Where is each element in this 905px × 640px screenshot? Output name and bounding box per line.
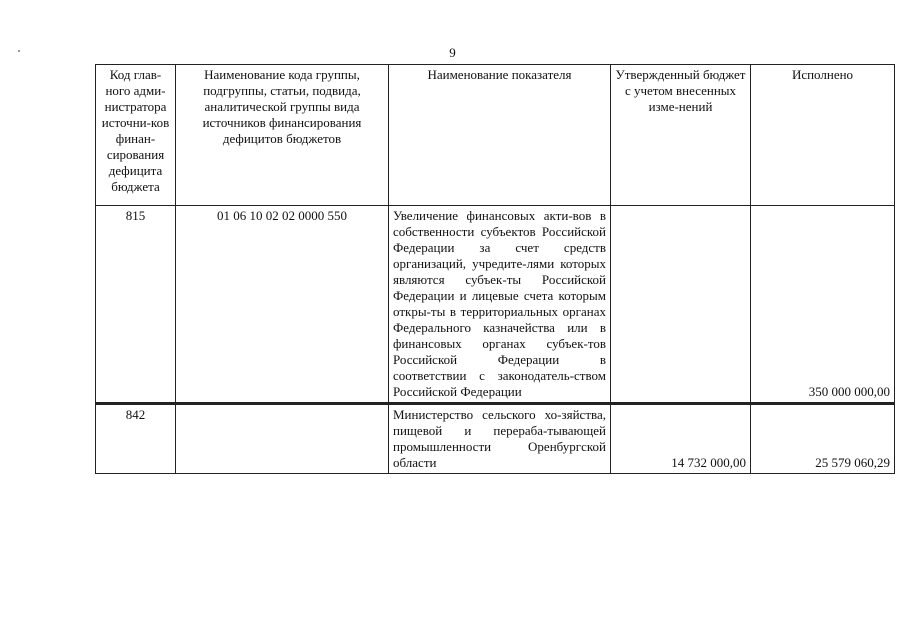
- row-approved-amount: [611, 206, 751, 404]
- row-indicator-name: Министерство сельского хо-зяйства, пищевой и перераба-тывающей промышленности Оренбургской области: [389, 404, 611, 474]
- financing-sources-table: [95, 64, 895, 474]
- table-row: [96, 404, 895, 474]
- row-executed-amount: 350 000 000,00: [751, 206, 895, 404]
- row-group-code: 01 06 10 02 02 0000 550: [176, 206, 389, 404]
- page-number: 9: [449, 45, 456, 60]
- row-group-code: [176, 404, 389, 474]
- row-admin-code: 842: [96, 404, 176, 474]
- row-indicator-name: Увеличение финансовых акти-вов в собственности субъектов Российской Федерации за счет средств организаций, учредите-лями которых являются субъек-ты Российской Федерации и лицевые счета которым откры-ты в территориальных органах Федерального казначейства или в финансовых органах субъек-тов Российской Федерации в соответствии с законодатель-ством Российской Федерации: [389, 206, 611, 404]
- row-executed-amount: 25 579 060,29: [751, 404, 895, 474]
- row-approved-amount: 14 732 000,00: [611, 404, 751, 474]
- table-header-row: [96, 65, 895, 206]
- header-group-code-name: Наименование кода группы, подгруппы, статьи, подвида, аналитической группы вида источников финансирования дефицитов бюджетов: [176, 65, 389, 206]
- row-admin-code: 815: [96, 206, 176, 404]
- header-indicator-name: Наименование показателя: [389, 65, 611, 206]
- header-approved-budget: Утвержденный бюджет с учетом внесенных изме-нений: [611, 65, 751, 206]
- table-row: [96, 206, 895, 404]
- header-admin-code: Код глав-ного адми-нистратора источни-ков финан-сирования дефицита бюджета: [96, 65, 176, 206]
- header-executed: Исполнено: [751, 65, 895, 206]
